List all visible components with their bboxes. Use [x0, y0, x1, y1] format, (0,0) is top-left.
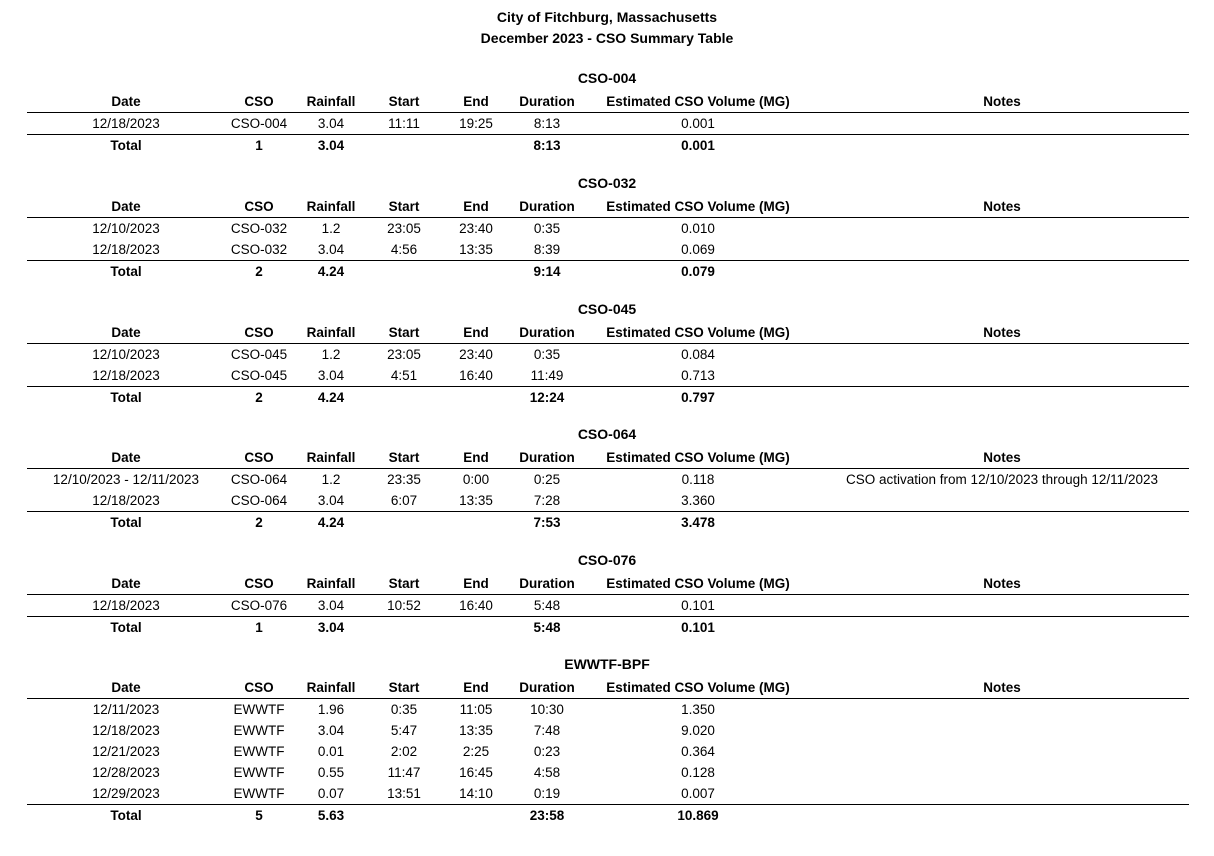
cell-duration: 0:35 [533, 221, 561, 236]
column-header-notes: Notes [983, 94, 1021, 109]
total-rainfall: 5.63 [317, 808, 345, 823]
cell-cso: CSO-064 [230, 493, 288, 508]
section-title: CSO-032 [577, 175, 637, 191]
cell-volume: 0.101 [681, 598, 715, 613]
column-header-notes: Notes [983, 576, 1021, 591]
cell-date: 12/10/2023 [92, 347, 160, 362]
cell-rainfall: 3.04 [317, 116, 345, 131]
cell-end: 0:00 [462, 472, 490, 487]
cell-date: 12/18/2023 [92, 368, 160, 383]
total-label: Total [110, 620, 142, 635]
column-header-start: Start [388, 576, 420, 591]
column-header-date: Date [111, 576, 141, 591]
cell-notes [815, 720, 1189, 741]
section-title: CSO-064 [577, 426, 637, 442]
cell-rainfall: 1.2 [321, 221, 341, 236]
total-volume: 0.001 [681, 138, 715, 153]
total-row [0, 805, 1214, 826]
table-row [0, 762, 1214, 783]
total-duration: 7:53 [533, 515, 561, 530]
cell-volume: 0.069 [681, 242, 715, 257]
total-count: 1 [255, 138, 263, 153]
cell-notes [815, 344, 1189, 365]
cell-start: 23:05 [387, 221, 421, 236]
column-header-start: Start [388, 94, 420, 109]
column-header-date: Date [111, 450, 141, 465]
cell-date: 12/18/2023 [92, 116, 160, 131]
cell-cso: EWWTF [233, 786, 285, 801]
table-header-row [0, 677, 1214, 698]
cell-cso: CSO-045 [230, 347, 288, 362]
column-header-rainfall: Rainfall [306, 450, 356, 465]
table-header-row [0, 196, 1214, 217]
cell-rainfall: 3.04 [317, 723, 345, 738]
column-header-date: Date [111, 199, 141, 214]
column-header-cso: CSO [244, 576, 274, 591]
table-header-row [0, 322, 1214, 343]
cell-rainfall: 3.04 [317, 598, 345, 613]
column-header-end: End [463, 576, 489, 591]
total-duration: 23:58 [529, 808, 565, 823]
column-header-date: Date [111, 325, 141, 340]
cell-volume: 0.364 [681, 744, 715, 759]
cell-date: 12/28/2023 [92, 765, 160, 780]
column-header-volume: Estimated CSO Volume (MG) [606, 450, 790, 465]
column-header-start: Start [388, 680, 420, 695]
cell-notes [815, 490, 1189, 511]
cell-notes [815, 741, 1189, 762]
table-row [0, 344, 1214, 365]
cell-start: 10:52 [387, 598, 421, 613]
column-header-rainfall: Rainfall [306, 199, 356, 214]
column-header-cso: CSO [244, 325, 274, 340]
total-volume: 0.797 [681, 390, 715, 405]
column-header-date: Date [111, 94, 141, 109]
section-title: CSO-045 [577, 301, 637, 317]
cell-end: 16:40 [459, 598, 493, 613]
table-row [0, 783, 1214, 804]
total-label: Total [110, 390, 142, 405]
document-title-line2: December 2023 - CSO Summary Table [480, 30, 734, 46]
column-header-end: End [463, 325, 489, 340]
cell-notes [815, 783, 1189, 804]
cell-duration: 7:28 [533, 493, 561, 508]
table-header-row [0, 573, 1214, 594]
total-rainfall: 3.04 [317, 138, 345, 153]
cell-notes [815, 595, 1189, 616]
cell-volume: 9.020 [681, 723, 715, 738]
cell-volume: 0.001 [681, 116, 715, 131]
table-row [0, 595, 1214, 616]
table-row [0, 365, 1214, 386]
column-header-notes: Notes [983, 680, 1021, 695]
cell-end: 11:05 [459, 702, 493, 717]
column-header-volume: Estimated CSO Volume (MG) [606, 576, 790, 591]
cell-volume: 0.010 [681, 221, 715, 236]
table-row [0, 741, 1214, 762]
cell-rainfall: 1.2 [321, 347, 341, 362]
column-header-end: End [463, 94, 489, 109]
cell-date: 12/18/2023 [92, 598, 160, 613]
total-volume: 10.869 [677, 808, 719, 823]
total-row [0, 135, 1214, 156]
cell-end: 23:40 [459, 347, 493, 362]
column-header-rainfall: Rainfall [306, 680, 356, 695]
column-header-start: Start [388, 199, 420, 214]
cell-cso: CSO-032 [230, 242, 288, 257]
column-header-rainfall: Rainfall [306, 94, 356, 109]
section-title: CSO-004 [577, 70, 637, 86]
cell-cso: CSO-076 [230, 598, 288, 613]
cell-rainfall: 3.04 [317, 368, 345, 383]
column-header-cso: CSO [244, 450, 274, 465]
column-header-notes: Notes [983, 199, 1021, 214]
cell-duration: 8:39 [533, 242, 561, 257]
cell-rainfall: 3.04 [317, 242, 345, 257]
cell-end: 23:40 [459, 221, 493, 236]
cell-notes [815, 762, 1189, 783]
cell-end: 14:10 [459, 786, 493, 801]
section-title: EWWTF-BPF [564, 656, 650, 672]
cell-volume: 0.713 [681, 368, 715, 383]
cell-volume: 0.084 [681, 347, 715, 362]
column-header-rainfall: Rainfall [306, 325, 356, 340]
cell-start: 5:47 [390, 723, 418, 738]
column-header-cso: CSO [244, 680, 274, 695]
total-rainfall: 3.04 [317, 620, 345, 635]
cell-date: 12/18/2023 [92, 242, 160, 257]
cell-cso: CSO-064 [230, 472, 288, 487]
cell-date: 12/29/2023 [92, 786, 160, 801]
total-label: Total [110, 808, 142, 823]
column-header-notes: Notes [983, 325, 1021, 340]
table-row [0, 239, 1214, 260]
cell-duration: 0:23 [533, 744, 561, 759]
cell-volume: 3.360 [681, 493, 715, 508]
column-header-duration: Duration [519, 450, 575, 465]
cell-date: 12/10/2023 [92, 221, 160, 236]
column-header-cso: CSO [244, 199, 274, 214]
cell-cso: CSO-004 [230, 116, 288, 131]
column-header-volume: Estimated CSO Volume (MG) [606, 94, 790, 109]
column-header-duration: Duration [519, 199, 575, 214]
total-duration: 9:14 [533, 264, 561, 279]
cell-duration: 0:35 [533, 347, 561, 362]
cell-rainfall: 1.2 [321, 472, 341, 487]
cell-date: 12/18/2023 [92, 723, 160, 738]
cell-date: 12/10/2023 - 12/11/2023 [52, 472, 200, 487]
column-header-volume: Estimated CSO Volume (MG) [606, 325, 790, 340]
column-header-start: Start [388, 450, 420, 465]
cell-end: 13:35 [459, 242, 493, 257]
cell-cso: EWWTF [233, 765, 285, 780]
total-row [0, 261, 1214, 282]
table-row [0, 699, 1214, 720]
cell-volume: 0.118 [681, 472, 715, 487]
cell-duration: 4:58 [533, 765, 561, 780]
cell-start: 11:11 [388, 116, 420, 131]
cell-end: 19:25 [459, 116, 493, 131]
column-header-date: Date [111, 680, 141, 695]
cell-cso: EWWTF [233, 702, 285, 717]
cell-start: 4:51 [390, 368, 418, 383]
table-header-row [0, 91, 1214, 112]
cell-notes [815, 699, 1189, 720]
total-duration: 8:13 [533, 138, 561, 153]
table-row [0, 218, 1214, 239]
column-header-volume: Estimated CSO Volume (MG) [606, 680, 790, 695]
cell-date: 12/18/2023 [92, 493, 160, 508]
table-row [0, 469, 1214, 490]
cell-volume: 0.007 [681, 786, 715, 801]
column-header-end: End [463, 450, 489, 465]
column-header-end: End [463, 199, 489, 214]
cell-rainfall: 0.01 [317, 744, 345, 759]
cell-duration: 0:25 [533, 472, 561, 487]
cell-rainfall: 0.07 [317, 786, 345, 801]
document-title-line1: City of Fitchburg, Massachusetts [496, 9, 718, 25]
column-header-notes: Notes [983, 450, 1021, 465]
total-rainfall: 4.24 [317, 264, 345, 279]
cell-duration: 7:48 [533, 723, 561, 738]
cell-start: 4:56 [390, 242, 418, 257]
cell-end: 2:25 [462, 744, 490, 759]
cell-cso: EWWTF [233, 744, 285, 759]
cell-cso: CSO-045 [230, 368, 288, 383]
cell-notes [815, 239, 1189, 260]
column-header-rainfall: Rainfall [306, 576, 356, 591]
table-row [0, 490, 1214, 511]
cell-notes [815, 365, 1189, 386]
cell-rainfall: 1.96 [317, 702, 345, 717]
cell-start: 13:51 [387, 786, 421, 801]
cell-duration: 5:48 [533, 598, 561, 613]
total-label: Total [110, 138, 142, 153]
total-rainfall: 4.24 [317, 390, 345, 405]
total-count: 5 [255, 808, 263, 823]
total-count: 2 [255, 390, 263, 405]
table-row [0, 113, 1214, 134]
cell-duration: 11:49 [530, 368, 564, 383]
total-volume: 0.101 [681, 620, 715, 635]
total-count: 1 [255, 620, 263, 635]
cell-end: 13:35 [459, 723, 493, 738]
total-rainfall: 4.24 [317, 515, 345, 530]
cell-date: 12/11/2023 [92, 702, 160, 717]
column-header-cso: CSO [244, 94, 274, 109]
column-header-duration: Duration [519, 680, 575, 695]
cell-volume: 0.128 [681, 765, 715, 780]
cell-end: 16:45 [459, 765, 493, 780]
column-header-volume: Estimated CSO Volume (MG) [606, 199, 790, 214]
column-header-duration: Duration [519, 576, 575, 591]
cell-rainfall: 0.55 [317, 765, 345, 780]
table-header-row [0, 447, 1214, 468]
cell-rainfall: 3.04 [317, 493, 345, 508]
column-header-start: Start [388, 325, 420, 340]
table-row [0, 720, 1214, 741]
cell-start: 2:02 [390, 744, 418, 759]
total-label: Total [110, 264, 142, 279]
cell-duration: 10:30 [530, 702, 564, 717]
cell-start: 0:35 [390, 702, 418, 717]
total-row [0, 617, 1214, 638]
cell-notes: CSO activation from 12/10/2023 through 12/11/2023 [846, 472, 1158, 487]
total-volume: 0.079 [681, 264, 715, 279]
cell-cso: EWWTF [233, 723, 285, 738]
cell-notes [815, 113, 1189, 134]
cell-start: 6:07 [390, 493, 418, 508]
total-count: 2 [255, 264, 263, 279]
total-row [0, 512, 1214, 533]
cell-notes [815, 218, 1189, 239]
total-duration: 5:48 [533, 620, 561, 635]
cell-cso: CSO-032 [230, 221, 288, 236]
cell-end: 16:40 [459, 368, 493, 383]
column-header-duration: Duration [519, 325, 575, 340]
column-header-end: End [463, 680, 489, 695]
cell-start: 11:47 [387, 765, 421, 780]
total-label: Total [110, 515, 142, 530]
cell-end: 13:35 [459, 493, 493, 508]
cell-duration: 8:13 [533, 116, 561, 131]
cell-start: 23:05 [387, 347, 421, 362]
cell-start: 23:35 [387, 472, 421, 487]
total-row [0, 387, 1214, 408]
total-volume: 3.478 [681, 515, 715, 530]
total-count: 2 [255, 515, 263, 530]
cell-volume: 1.350 [681, 702, 715, 717]
cell-duration: 0:19 [533, 786, 561, 801]
column-header-duration: Duration [519, 94, 575, 109]
total-duration: 12:24 [529, 390, 565, 405]
cell-date: 12/21/2023 [92, 744, 160, 759]
section-title: CSO-076 [577, 552, 637, 568]
